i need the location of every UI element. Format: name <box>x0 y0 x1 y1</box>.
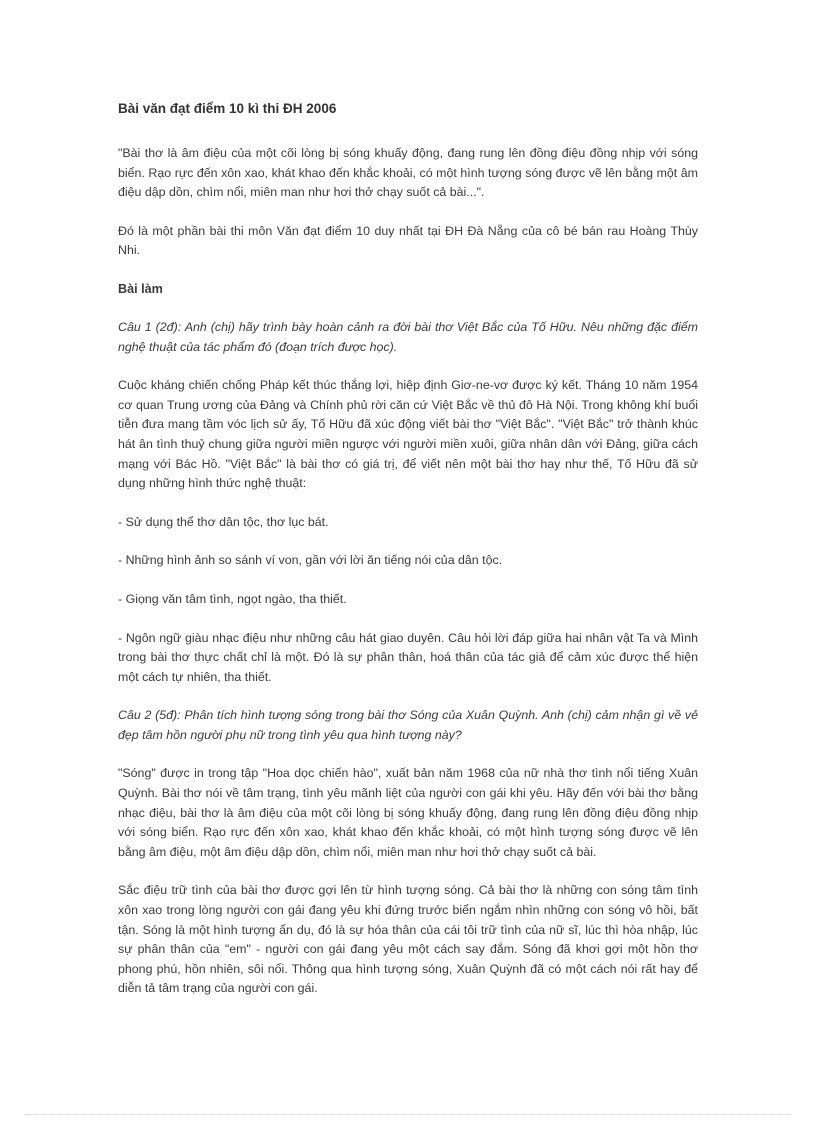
answer-1-bullet: - Ngôn ngữ giàu nhạc điệu như những câu hát giao duyên. Câu hỏi lời đáp giữa hai nhân vật Ta và Mình trong bài thơ thực chất chỉ là một. Đó là sự phân thân, hoá thân của tác giả để cảm xúc được thể hiện một cách tự nhiên, tha thiết. <box>118 630 698 684</box>
answer-1-bullet: - Những hình ảnh so sánh ví von, gần với lời ăn tiếng nói của dân tộc. <box>118 553 503 568</box>
document-title: Bài văn đạt điểm 10 kì thi ĐH 2006 <box>118 101 337 116</box>
answer-1-paragraph: Cuộc kháng chiến chống Pháp kết thúc thắng lợi, hiệp định Giơ-ne-vơ được ký kết. Tháng 10 năm 1954 cơ quan Trung ương của Đảng và Chính phủ rời căn cứ Việt Bắc về thủ đô Hà Nội. Trong không khí buổi tiễn đưa mang tầm vóc lịch sử ấy, Tố Hữu đã xúc động viết bài thơ "Việt Bắc". "Việt Bắc" trở thành khúc hát ân tình thuỷ chung giữa người miền ngược với người miền xuôi, giữa nhân dân với Đảng, giữa cách mạng với Bác Hồ. "Việt Bắc" là bài thơ có giá trị, để viết nên một bài thơ hay như thế, Tố Hữu đã sử dụng những hình thức nghệ thuật: <box>118 378 698 491</box>
intro-note: Đó là một phần bài thi môn Văn đạt điểm 10 duy nhất tại ĐH Đà Nẵng của cô bé bán rau Hoàng Thùy Nhi. <box>118 223 698 258</box>
answer-2-paragraph: "Sóng" được in trong tập "Hoa dọc chiến hào", xuất bản năm 1968 của nữ nhà thơ tình nổi tiếng Xuân Quỳnh. Bài thơ nói về tâm trạng, tình yêu mãnh liệt của người con gái khi yêu. Hãy đến với bài thơ bằng nhạc điệu, bài thơ là âm điệu của một cõi lòng bị sóng khuấy động, đang rung lên đồng điệu đồng nhịp với sóng biển. Rạo rực đến xôn xao, khát khao đến khắc khoải, có một hình tượng sóng được vẽ lên bằng âm điệu, một âm điệu dập dồn, chìm nổi, miên man như hơi thở chạy suốt cả bài. <box>118 766 698 859</box>
section-heading: Bài làm <box>118 281 163 296</box>
page-bottom-divider <box>24 1114 792 1115</box>
question-2: Câu 2 (5đ): Phân tích hình tượng sóng trong bài thơ Sóng của Xuân Quỳnh. Anh (chị) cảm nhận gì về vẻ đẹp tâm hồn người phụ nữ trong tình yêu qua hình tượng này? <box>118 708 698 742</box>
document-page <box>118 100 698 1018</box>
intro-quote: "Bài thơ là âm điệu của một cõi lòng bị sóng khuấy động, đang rung lên đồng điệu đồng nhịp với sóng biển. Rạo rực đến xôn xao, khát khao đến khắc khoải, có một hình tượng sóng được vẽ lên bằng một âm điệu dập dồn, chìm nổi, miên man như hơi thở chạy suốt cả bài...". <box>118 146 698 200</box>
answer-1-bullet: - Sử dụng thể thơ dân tộc, thơ lục bát. <box>118 514 329 529</box>
question-1: Câu 1 (2đ): Anh (chị) hãy trình bày hoàn cảnh ra đời bài thơ Việt Bắc của Tố Hữu. Nêu những đặc điểm nghệ thuật của tác phẩm đó (đoạn trích được học). <box>118 319 698 354</box>
answer-1-bullet: - Giọng văn tâm tình, ngọt ngào, tha thiết. <box>118 591 347 606</box>
answer-2-paragraph: Sắc điệu trữ tình của bài thơ được gợi lên từ hình tượng sóng. Cả bài thơ là những con sóng tâm tình xôn xao trong lòng người con gái đang yêu khi đứng trước biển ngắm nhìn những con sóng vô hồi, bất tận. Sóng là một hình tượng ẩn dụ, đó là sự hóa thân của cái tôi trữ tình của nữ sĩ, lúc thì hòa nhập, lúc sự phân thân của "em" - người con gái đang yêu một cách say đắm. Sóng đã khơi gợi một hồn thơ phong phú, hồn nhiên, sôi nổi. Thông qua hình tượng sóng, Xuân Quỳnh đã có một cách nói rất hay để diễn tả tâm trạng của người con gái. <box>118 883 698 996</box>
